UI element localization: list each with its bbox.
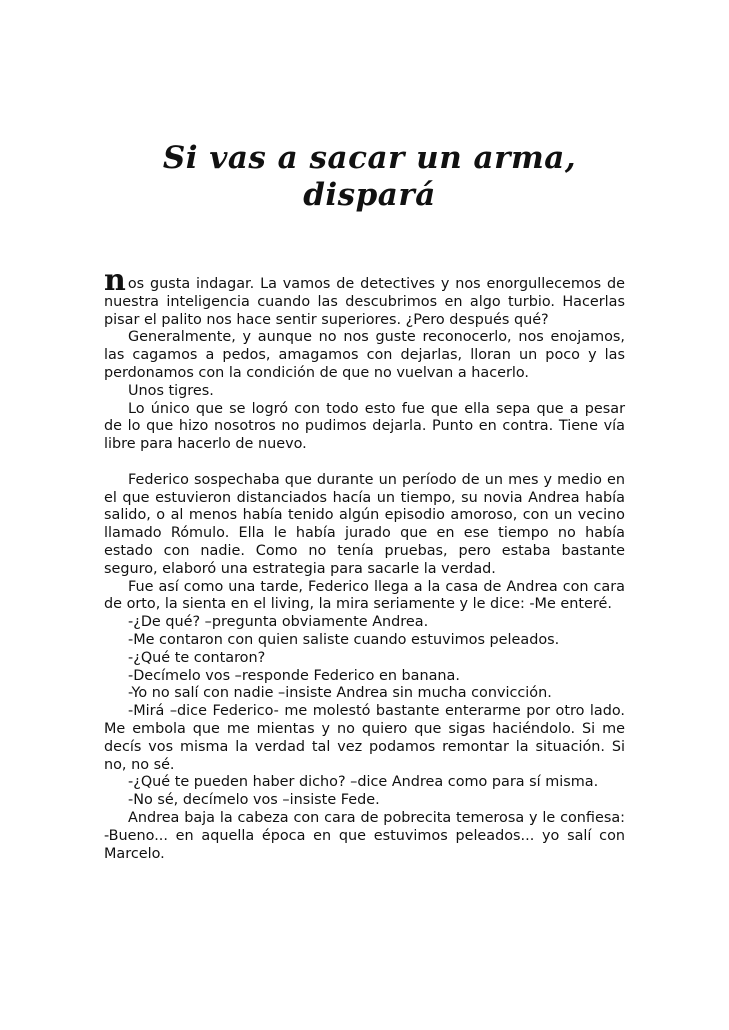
chapter-body — [104, 263, 625, 863]
paragraph-3: Unos tigres. — [128, 382, 214, 399]
dialogue-line-5: -Yo no salí con nadie –insiste Andrea sin mucha convicción. — [128, 685, 552, 702]
paragraph-5: Federico sospechaba que durante un período de un mes y medio en el que estuvieron distanciados hacía un tiempo, su novia Andrea había salido, o al menos había tenido algún episodio amoroso, con un vecino llamado Rómulo. Ella le había jurado que en ese tiempo no había estado con nadie. Como no tenía pruebas, pero estaba bastante seguro, elaboró una estrategia para sacarle la verdad. — [104, 471, 625, 577]
document-page — [104, 140, 625, 863]
dialogue-line-6: -Mirá –dice Federico- me molestó bastante enterarme por otro lado. Me embola que me mientas y no quiero que sigas haciéndolo. Si me decís vos misma la verdad tal vez podamos remontar la situación. Si no, no sé. — [104, 703, 625, 773]
paragraph-1 — [104, 263, 625, 329]
dialogue-line-7: -¿Qué te pueden haber dicho? –dice Andrea como para sí misma. — [128, 774, 599, 791]
chapter-title-line-2: dispará — [303, 177, 436, 213]
paragraph-4: Lo único que se logró con todo esto fue que ella sepa que a pesar de lo que hizo nosotros no pudimos dejarla. Punto en contra. Tiene vía libre para hacerlo de nuevo. — [104, 400, 625, 453]
paragraph-final: Andrea baja la cabeza con cara de pobrecita temerosa y le confiesa: -Bueno... en aquella época en que estuvimos peleados... yo salí con Marcelo. — [104, 809, 625, 862]
paragraph-6: Fue así como una tarde, Federico llega a la casa de Andrea con cara de orto, la sienta en el living, la mira seriamente y le dice: -Me enteré. — [104, 578, 625, 613]
dialogue-line-4: -Decímelo vos –responde Federico en banana. — [128, 667, 460, 684]
chapter-title — [114, 140, 625, 214]
dialogue-line-3: -¿Qué te contaron? — [128, 649, 266, 666]
drop-cap: n — [104, 263, 126, 298]
chapter-title-line-1: Si vas a sacar un arma, — [162, 140, 577, 176]
dialogue-line-2: -Me contaron con quien saliste cuando estuvimos peleados. — [128, 631, 560, 648]
dialogue-line-1: -¿De qué? –pregunta obviamente Andrea. — [128, 614, 429, 631]
paragraph-1-text: os gusta indagar. La vamos de detectives y nos enorgullecemos de nuestra inteligencia cuando las descubrimos en algo turbio. Hacerlas pisar el palito nos hace sentir superiores. ¿Pero después qué? — [104, 276, 625, 328]
paragraph-2: Generalmente, y aunque no nos guste reconocerlo, nos enojamos, las cagamos a pedos, amagamos con dejarlas, lloran un poco y las perdonamos con la condición de que no vuelvan a hacerlo. — [104, 329, 625, 381]
dialogue-line-8: -No sé, decímelo vos –insiste Fede. — [128, 792, 380, 809]
